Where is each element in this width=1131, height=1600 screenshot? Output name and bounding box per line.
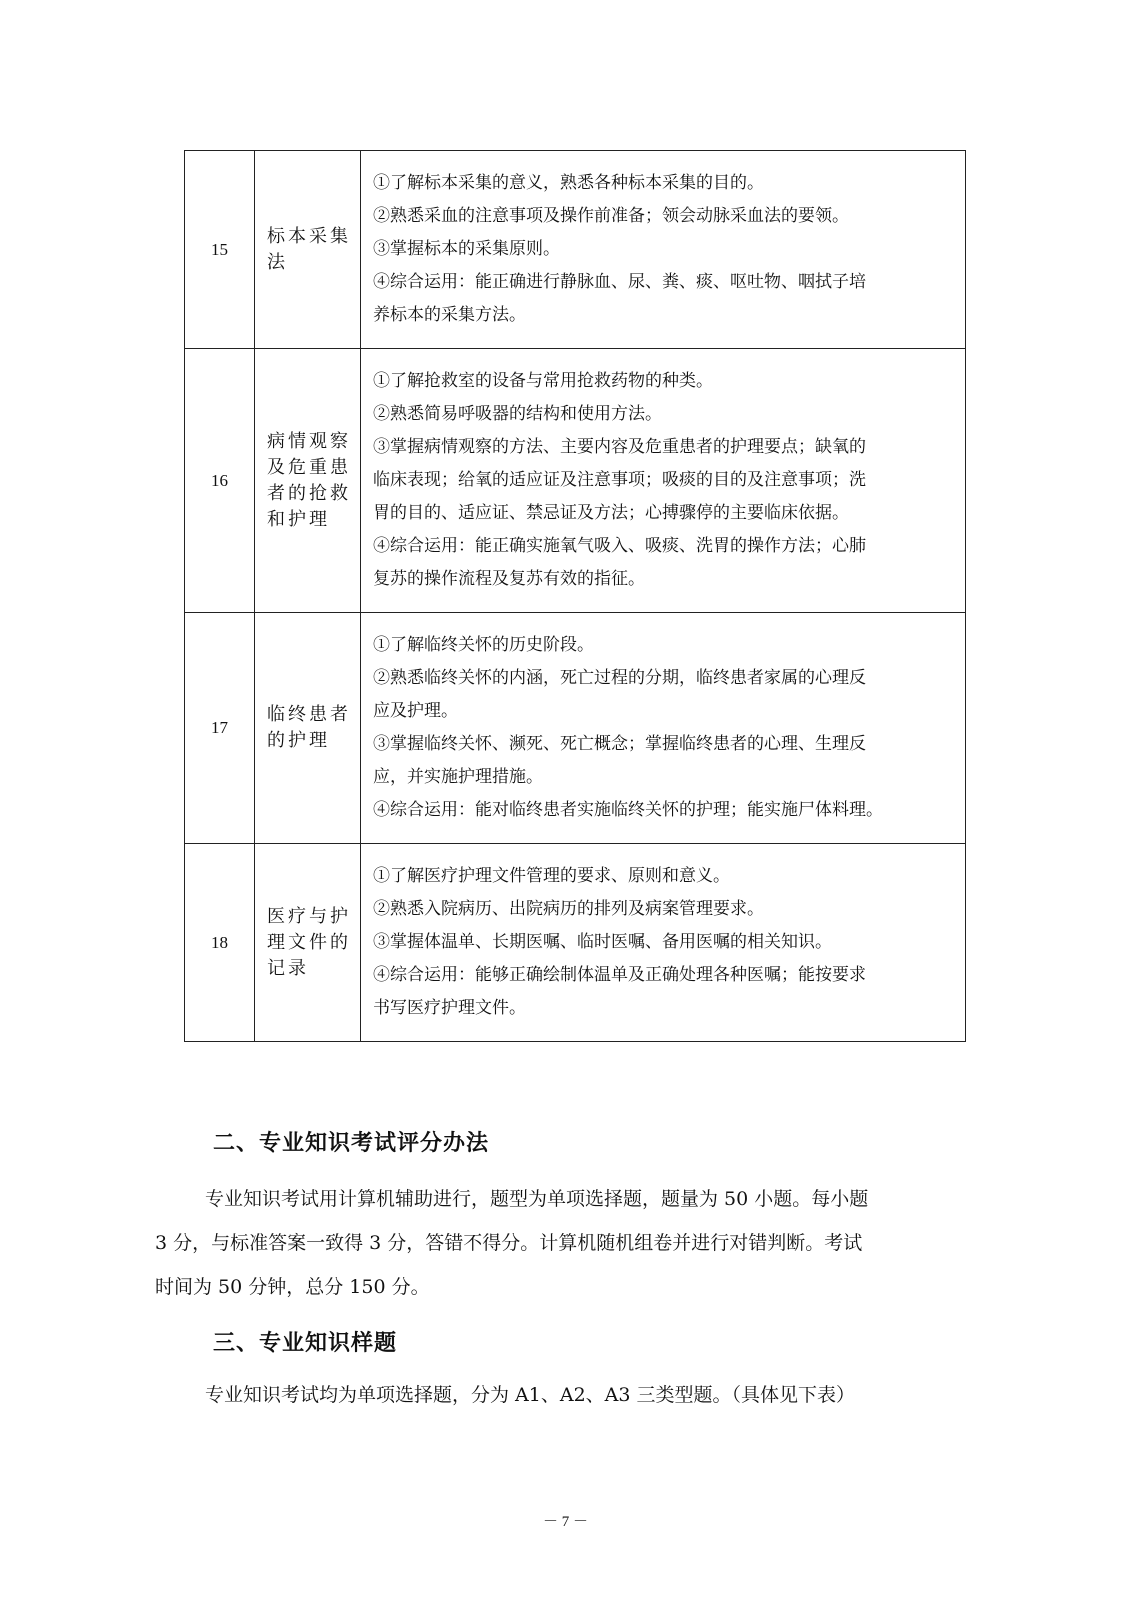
requirement-line: 养标本的采集方法。 [373, 305, 526, 325]
topic-line: 病情观察 [267, 430, 351, 452]
requirement-line: ②熟悉入院病历、出院病历的排列及病案管理要求。 [373, 899, 764, 919]
requirement-line: ④综合运用：能对临终患者实施临终关怀的护理；能实施尸体料理。 [373, 800, 883, 820]
row-requirements [361, 613, 966, 844]
topic-line: 医疗与护 [267, 905, 351, 927]
requirement-line: 复苏的操作流程及复苏有效的指征。 [373, 569, 645, 589]
topic-line: 标本采集 [267, 225, 351, 247]
row-requirements [361, 151, 966, 349]
topic-line: 临终患者 [267, 704, 351, 725]
requirement-line: ②熟悉简易呼吸器的结构和使用方法。 [373, 404, 662, 424]
topic-line: 和护理 [267, 508, 330, 530]
requirement-line: 应及护理。 [373, 701, 458, 721]
row-number: 18 [185, 844, 255, 1042]
row-requirements [361, 844, 966, 1042]
table-row [185, 151, 966, 349]
table-row [185, 844, 966, 1042]
topic-line: 理文件的 [267, 931, 351, 953]
row-topic [255, 151, 361, 349]
section-2-line: 3 分，与标准答案一致得 3 分，答错不得分。计算机随机组卷并进行对错判断。考试 [155, 1232, 863, 1254]
requirement-line: ①了解抢救室的设备与常用抢救药物的种类。 [373, 371, 713, 391]
section-2-title: 二、专业知识考试评分办法 [213, 1131, 490, 1156]
topic-line: 法 [267, 251, 288, 273]
section-3-paragraph [155, 1373, 990, 1417]
requirement-line: ④综合运用：能够正确绘制体温单及正确处理各种医嘱；能按要求 [373, 965, 866, 985]
requirement-line: 应，并实施护理措施。 [373, 767, 543, 787]
row-topic [255, 613, 361, 844]
requirement-line: ③掌握标本的采集原则。 [373, 239, 560, 259]
requirement-line: ③掌握体温单、长期医嘱、临时医嘱、备用医嘱的相关知识。 [373, 932, 832, 952]
topic-line: 及危重患 [267, 456, 351, 478]
requirement-line: ②熟悉采血的注意事项及操作前准备；领会动脉采血法的要领。 [373, 206, 849, 226]
requirement-line: ①了解临终关怀的历史阶段。 [373, 635, 594, 655]
requirement-line: ②熟悉临终关怀的内涵，死亡过程的分期，临终患者家属的心理反 [373, 668, 866, 688]
row-topic [255, 844, 361, 1042]
section-2-line: 专业知识考试用计算机辅助进行，题型为单项选择题，题量为 50 小题。每小题 [205, 1188, 869, 1210]
topic-line: 者的抢救 [267, 482, 351, 504]
requirement-line: ①了解标本采集的意义，熟悉各种标本采集的目的。 [373, 173, 764, 193]
requirement-line: ①了解医疗护理文件管理的要求、原则和意义。 [373, 866, 730, 886]
row-number: 16 [185, 349, 255, 613]
section-2-line: 时间为 50 分钟，总分 150 分。 [155, 1276, 430, 1298]
table-row [185, 613, 966, 844]
section-3-line: 专业知识考试均为单项选择题，分为 A1、A2、A3 三类型题。（具体见下表） [205, 1384, 856, 1406]
table-row [185, 349, 966, 613]
requirement-line: ④综合运用：能正确实施氧气吸入、吸痰、洗胃的操作方法；心肺 [373, 536, 866, 556]
requirement-line: 胃的目的、适应证、禁忌证及方法；心搏骤停的主要临床依据。 [373, 503, 849, 523]
topic-line: 记录 [267, 957, 309, 979]
requirement-line: ③掌握病情观察的方法、主要内容及危重患者的护理要点；缺氧的 [373, 437, 866, 457]
row-number: 15 [185, 151, 255, 349]
requirement-line: ③掌握临终关怀、濒死、死亡概念；掌握临终患者的心理、生理反 [373, 734, 866, 754]
requirement-line: 书写医疗护理文件。 [373, 998, 526, 1018]
requirement-line: ④综合运用：能正确进行静脉血、尿、粪、痰、呕吐物、咽拭子培 [373, 272, 866, 292]
row-requirements [361, 349, 966, 613]
page-number: － 7 － [542, 1514, 588, 1530]
section-2-paragraph [155, 1177, 990, 1309]
topic-line: 的护理 [267, 730, 330, 751]
section-3-title: 三、专业知识样题 [213, 1331, 398, 1356]
requirement-line: 临床表现；给氧的适应证及注意事项；吸痰的目的及注意事项；洗 [373, 470, 866, 490]
table-body [185, 151, 966, 1042]
syllabus-table [184, 150, 966, 1042]
row-number: 17 [185, 613, 255, 844]
row-topic [255, 349, 361, 613]
